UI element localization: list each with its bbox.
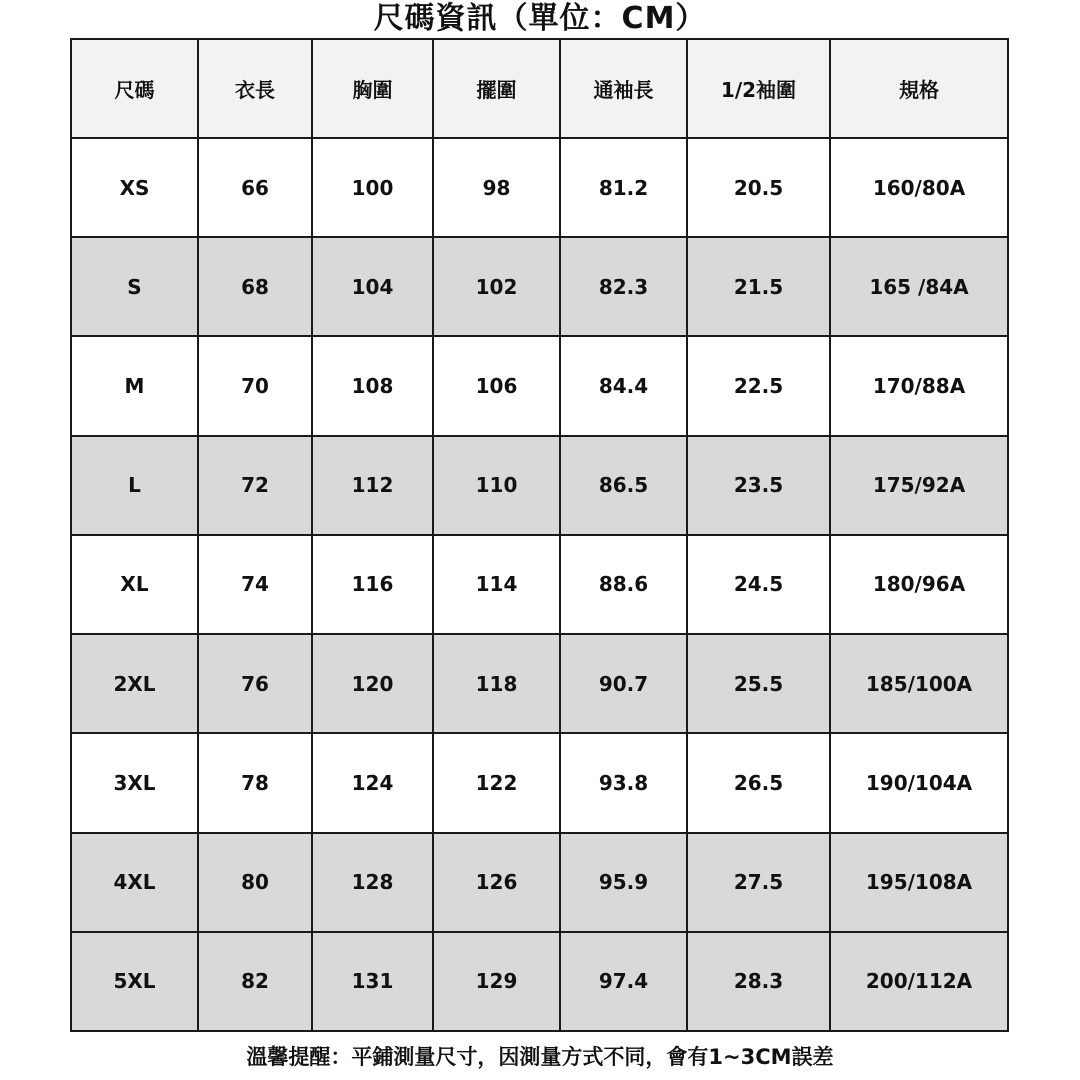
cell-hem: 126 bbox=[433, 833, 560, 932]
cell-sleeve-length: 88.6 bbox=[560, 535, 687, 634]
table-row bbox=[71, 535, 1008, 634]
table-row bbox=[71, 634, 1008, 733]
cell-half-sleeve-width: 24.5 bbox=[687, 535, 830, 634]
cell-hem: 129 bbox=[433, 932, 560, 1031]
cell-spec: 195/108A bbox=[830, 833, 1008, 932]
cell-spec: 185/100A bbox=[830, 634, 1008, 733]
cell-half-sleeve-width: 21.5 bbox=[687, 237, 830, 336]
cell-hem: 98 bbox=[433, 138, 560, 237]
table-row bbox=[71, 336, 1008, 435]
cell-spec: 200/112A bbox=[830, 932, 1008, 1031]
cell-size: M bbox=[71, 336, 198, 435]
cell-sleeve-length: 90.7 bbox=[560, 634, 687, 733]
table-row bbox=[71, 138, 1008, 237]
cell-hem: 110 bbox=[433, 436, 560, 535]
cell-hem: 118 bbox=[433, 634, 560, 733]
cell-size: S bbox=[71, 237, 198, 336]
cell-half-sleeve-width: 22.5 bbox=[687, 336, 830, 435]
cell-size: 2XL bbox=[71, 634, 198, 733]
cell-half-sleeve-width: 20.5 bbox=[687, 138, 830, 237]
cell-chest: 108 bbox=[312, 336, 433, 435]
cell-length: 72 bbox=[198, 436, 312, 535]
cell-size: 4XL bbox=[71, 833, 198, 932]
cell-hem: 106 bbox=[433, 336, 560, 435]
measurement-note: 溫馨提醒：平鋪測量尺寸，因測量方式不同，會有1~3CM誤差 bbox=[246, 1045, 834, 1069]
table-row bbox=[71, 932, 1008, 1031]
cell-size: XS bbox=[71, 138, 198, 237]
cell-length: 76 bbox=[198, 634, 312, 733]
cell-length: 80 bbox=[198, 833, 312, 932]
header-sleeve-length: 通袖長 bbox=[560, 39, 687, 138]
cell-size: XL bbox=[71, 535, 198, 634]
header-chest: 胸圍 bbox=[312, 39, 433, 138]
size-table bbox=[70, 38, 1009, 1032]
cell-sleeve-length: 86.5 bbox=[560, 436, 687, 535]
table-row bbox=[71, 237, 1008, 336]
cell-length: 68 bbox=[198, 237, 312, 336]
cell-hem: 122 bbox=[433, 733, 560, 832]
cell-chest: 116 bbox=[312, 535, 433, 634]
cell-spec: 190/104A bbox=[830, 733, 1008, 832]
cell-half-sleeve-width: 23.5 bbox=[687, 436, 830, 535]
page-title: 尺碼資訊（單位：CM） bbox=[373, 1, 707, 36]
header-length: 衣長 bbox=[198, 39, 312, 138]
cell-size: 3XL bbox=[71, 733, 198, 832]
cell-chest: 100 bbox=[312, 138, 433, 237]
table-row bbox=[71, 733, 1008, 832]
cell-size: L bbox=[71, 436, 198, 535]
cell-half-sleeve-width: 25.5 bbox=[687, 634, 830, 733]
cell-chest: 131 bbox=[312, 932, 433, 1031]
cell-spec: 180/96A bbox=[830, 535, 1008, 634]
cell-spec: 160/80A bbox=[830, 138, 1008, 237]
cell-sleeve-length: 81.2 bbox=[560, 138, 687, 237]
cell-half-sleeve-width: 27.5 bbox=[687, 833, 830, 932]
cell-hem: 114 bbox=[433, 535, 560, 634]
cell-chest: 124 bbox=[312, 733, 433, 832]
cell-spec: 165 /84A bbox=[830, 237, 1008, 336]
cell-length: 70 bbox=[198, 336, 312, 435]
cell-chest: 112 bbox=[312, 436, 433, 535]
cell-sleeve-length: 97.4 bbox=[560, 932, 687, 1031]
cell-hem: 102 bbox=[433, 237, 560, 336]
header-spec: 規格 bbox=[830, 39, 1008, 138]
cell-sleeve-length: 95.9 bbox=[560, 833, 687, 932]
table-header-row bbox=[71, 39, 1008, 138]
cell-spec: 175/92A bbox=[830, 436, 1008, 535]
cell-half-sleeve-width: 28.3 bbox=[687, 932, 830, 1031]
header-size: 尺碼 bbox=[71, 39, 198, 138]
cell-chest: 120 bbox=[312, 634, 433, 733]
table-row bbox=[71, 436, 1008, 535]
cell-length: 74 bbox=[198, 535, 312, 634]
cell-length: 66 bbox=[198, 138, 312, 237]
cell-chest: 104 bbox=[312, 237, 433, 336]
header-half-sleeve-width: 1/2袖圍 bbox=[687, 39, 830, 138]
cell-size: 5XL bbox=[71, 932, 198, 1031]
cell-sleeve-length: 93.8 bbox=[560, 733, 687, 832]
cell-chest: 128 bbox=[312, 833, 433, 932]
cell-half-sleeve-width: 26.5 bbox=[687, 733, 830, 832]
cell-length: 78 bbox=[198, 733, 312, 832]
cell-sleeve-length: 82.3 bbox=[560, 237, 687, 336]
table-row bbox=[71, 833, 1008, 932]
header-hem: 擺圍 bbox=[433, 39, 560, 138]
cell-spec: 170/88A bbox=[830, 336, 1008, 435]
cell-sleeve-length: 84.4 bbox=[560, 336, 687, 435]
cell-length: 82 bbox=[198, 932, 312, 1031]
